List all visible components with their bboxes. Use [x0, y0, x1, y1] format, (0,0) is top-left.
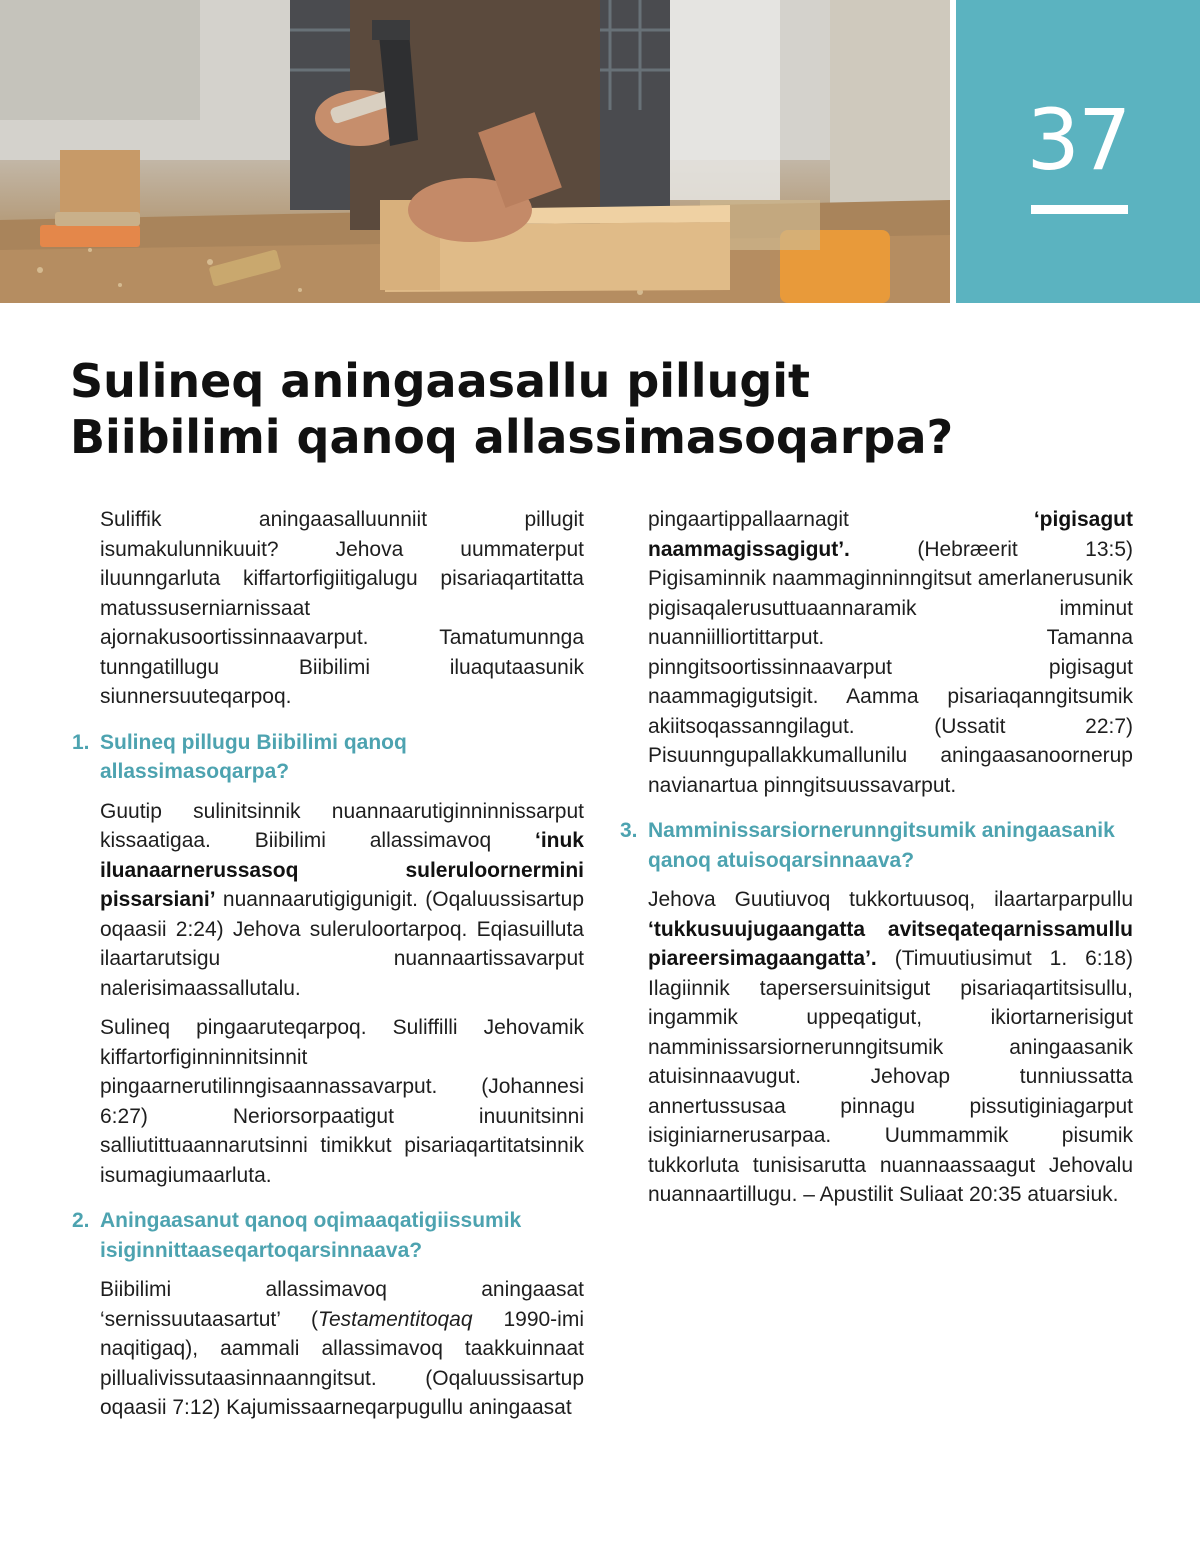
section-1-paragraph-1	[100, 797, 584, 1004]
page-title-line-2: Biibilimi qanoq allassimasoqarpa?	[70, 410, 954, 464]
question-2-heading	[72, 1206, 584, 1265]
section-3-paragraph-1	[648, 885, 1133, 1210]
text-run: Jehova Guutiuvoq tukkortuusoq, ilaartarparpullu	[648, 888, 1133, 911]
question-number: 3.	[620, 819, 638, 842]
text-run: (Timuutiusimut 1. 6:18) Ilagiinnik tapersersuinitsigut pisariaqartitsisullu, ingammik uppeqatigut, ikiortarnerisigut namminissarsiornerunngitsumik aningaasanik atuisinnaavugut. Jehovap tunniussatta annertussusaa pinnagu pissutiginiagarput isiginiarnerusarpaa. Uummammik pisumik tukkorluta tunisisarutta nuannaassaagut Jehovalu nuannaartillugu. – Apustilit Suliaat 20:35 atuarsiuk.	[648, 947, 1133, 1206]
text-run: Guutip sulinitsinnik nuannaarutiginninnissarput kissaatigaa. Biibilimi allassimavoq	[100, 799, 584, 852]
text-run: (Hebræerit 13:5) Pigisaminnik naammaginninngitsut amerlanerusunik pigisaqalerusuttuaannaramik imminut nuanniilliortittarput. Tamanna pinngitsoortissinnaavarput pigisagut naammagigutsigit. Aamma pisariaqanngitsumik akiitsoqassanngilagut. (Ussatit 22:7) Pisuunngupallakkumallunilu aningaasanoornerup navianartua pinngitsuussavarput.	[648, 537, 1133, 797]
carpenter-hammer-illustration	[0, 0, 950, 303]
italic-title: Testamentitoqaq	[318, 1307, 473, 1331]
page-title-line-1: Sulineq aningaasallu pillugit	[70, 354, 810, 408]
lesson-number: 37	[1026, 91, 1130, 189]
text-run: 1990-imi naqitigaq), aammali allassimavoq taakkuinnaat pillualivissutaasinnaanngitsut. (Oqaluussisartup oqaasii 7:12) Kajumissaarneqarpugullu aningaasat	[100, 1307, 584, 1419]
text-run: pingaartippallaarnagit	[648, 508, 1034, 531]
bold-quote: ‘pigisagut naammagissagigut’.	[648, 508, 1133, 561]
question-1-heading	[72, 728, 584, 787]
header-photo	[0, 0, 950, 303]
bold-quote: ‘tukkusuujugaangatta avitseqateqarnissamullu piareersimagaangatta’.	[648, 917, 1133, 970]
section-1-paragraph-2: Sulineq pingaaruteqarpoq. Suliffilli Jehovamik kiffartorfiginninnitsinnit pingaarnerutilinngisaannassavarput. (Johannesi 6:27) Neriorsorpaatigut inuunitsinni salliutittuaannarutsinni timikkut pisariaqartitatsinnik isumagiumaarluta.	[100, 1016, 584, 1187]
left-column	[72, 505, 584, 1433]
text-run: nuannaarutigigunigit. (Oqaluussisartup oqaasii 2:24) Jehova suleruloortarpoq. Eqiasuilluta ilaartarutsigu nuannaartissavarput nalerisimaassallutalu.	[100, 888, 584, 1000]
bold-quote: ‘inuk iluanaarnerussasoq suleruloornermini pissarsiani’	[100, 829, 584, 911]
question-3-heading	[620, 816, 1133, 875]
question-text: Namminissarsiornerunngitsumik aningaasanik qanoq atuisoqarsinnaava?	[648, 819, 1115, 872]
lesson-number-underline	[1031, 205, 1128, 214]
question-text: Aningaasanut qanoq oqimaaqatigiissumik isiginnittaaseqartoqarsinnaava?	[100, 1209, 522, 1262]
right-column	[620, 505, 1133, 1220]
question-number: 2.	[72, 1209, 90, 1232]
section-2-paragraph-1-continued	[648, 505, 1133, 800]
text-run: Biibilimi allassimavoq aningaasat ‘sernissuutaasartut’ (	[100, 1278, 584, 1331]
section-2-paragraph-1	[100, 1275, 584, 1423]
lesson-number-box	[956, 0, 1200, 303]
intro-paragraph: Suliffik aningaasalluunniit pillugit isumakulunnikuuit? Jehova uummaterput iluunngarluta kiffartorfigiitigalugu pisariaqartitatta matussuserniarnissaat ajornakusoortissinnaavarput. Tamatumunnga tunngatillugu Biibilimi iluaqutaasunik siunnersuuteqarpoq.	[100, 508, 584, 708]
question-text: Sulineq pillugu Biibilimi qanoq allassimasoqarpa?	[100, 730, 407, 783]
page-title	[70, 353, 1130, 465]
question-number: 1.	[72, 730, 90, 754]
